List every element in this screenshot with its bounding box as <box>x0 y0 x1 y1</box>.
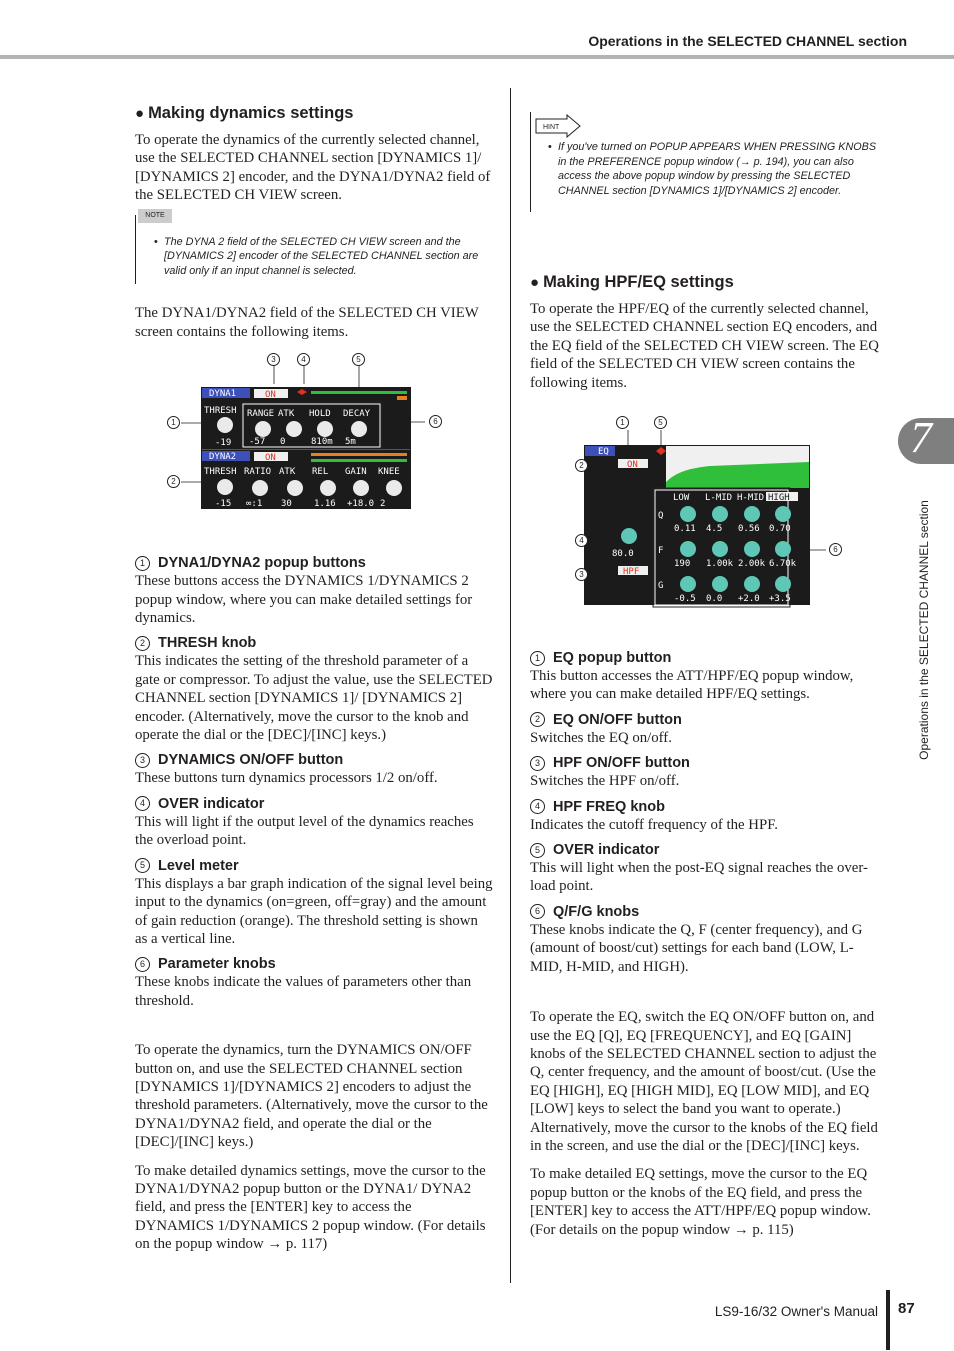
thresh2-value: -15 <box>215 499 232 510</box>
eq-knob-value: 2.00k <box>738 559 766 570</box>
heading-eq-text: Making HPF/EQ settings <box>543 273 734 291</box>
eq-figure-svg <box>530 410 885 628</box>
bullet-icon: ● <box>530 274 540 291</box>
note-tag: NOTE <box>138 209 172 223</box>
eq-on-label: ON <box>627 460 638 471</box>
eq-knob-value: 0.0 <box>706 594 723 605</box>
item-body: This button accesses the ATT/HPF/EQ popup window, where you can make detailed HPF/EQ settings. <box>530 668 854 703</box>
dyna2-param-knob <box>386 480 402 496</box>
item-body: This will light when the post-EQ signal reaches the over- load point. <box>530 860 868 895</box>
note-box <box>135 211 493 285</box>
callout-5: 5 <box>352 353 365 366</box>
eq-row-label: Q <box>658 511 664 522</box>
dyna2-on-label: ON <box>265 453 276 464</box>
dynamics-item-list <box>135 555 493 1010</box>
eq-knob-value: 4.5 <box>706 524 723 535</box>
dyna1-param-knob <box>286 421 302 437</box>
dyna1-param-label: ATK <box>278 409 295 420</box>
item-title <box>135 555 493 571</box>
eq-knob <box>712 576 728 592</box>
eq-operate-para: To operate the EQ, switch the EQ ON/OFF button on, and use the EQ [Q], EQ [FREQUENCY], and EQ [GAIN] knobs of the SELECTED CHANNEL section to adjust the Q, center frequency, and the amount of boost/cut. (Use the EQ [HIGH], EQ [HIGH MID], EQ [LOW MID], and EQ [LOW] keys to select the band you want to operate.) Alternatively, move the cursor to the knobs of the EQ field in the screen, and use the dial or the [DEC]/[INC] keys. <box>530 1009 878 1154</box>
page-number-bar <box>886 1290 890 1350</box>
hpf-freq-value: 80.0 <box>612 549 634 560</box>
dyna2-param-knob <box>287 480 303 496</box>
left-column <box>135 104 493 1254</box>
item-title-text: Parameter knobs <box>158 956 276 973</box>
footer-manual-title: LS9-16/32 Owner's Manual <box>714 1304 878 1319</box>
dyna2-label: DYNA2 <box>209 452 237 463</box>
dyna2-param-value: ∞:1 <box>246 499 263 510</box>
hint-tag: HINT <box>543 124 560 131</box>
dyna2-param-knob <box>353 480 369 496</box>
heading-eq <box>530 273 885 292</box>
eq-row-label: F <box>658 546 664 557</box>
item-body: Switches the HPF on/off. <box>530 773 680 790</box>
eq-detail-para: To make detailed EQ settings, move the cursor to the EQ popup button or the knobs of the EQ field, and press the [ENTER] key to access the ATT/HPF/EQ popup window. (For details on the popup window → p. 115) <box>530 1166 871 1238</box>
item-body: These buttons access the DYNAMICS 1/DYNAMICS 2 popup window, where you can make detailed settings for dynamics. <box>135 573 473 627</box>
eq-intro: To operate the HPF/EQ of the currently selected channel, use the SELECTED CHANNEL section EQ encoders, and the EQ field of the SELECTED CH VIEW screen. The EQ field of the SELECTED CH VIEW screen contains the following items. <box>530 301 879 391</box>
eq-figure <box>530 410 885 628</box>
item-number: 4 <box>530 799 545 814</box>
heading-dynamics <box>135 104 493 123</box>
item-title-text: EQ popup button <box>553 650 672 667</box>
eq-knob-value: -0.5 <box>674 594 696 605</box>
item-title <box>530 712 885 728</box>
dyna2-param-value: 30 <box>281 499 292 510</box>
dyna2-param-label: KNEE <box>378 467 400 478</box>
thresh1-value: -19 <box>215 438 232 449</box>
dyna1-param-value: 5m <box>345 437 356 448</box>
item-title-text: Level meter <box>158 857 239 874</box>
eq-item-list <box>530 650 885 976</box>
eq-band-label: LOW <box>673 493 690 504</box>
dyna2-param-label: GAIN <box>345 467 367 478</box>
eq-knob <box>712 506 728 522</box>
dynamics-figure <box>135 349 493 541</box>
dyna1-param-knob <box>351 421 367 437</box>
column-divider <box>510 88 511 1283</box>
hpf-on-label: HPF <box>623 567 640 578</box>
item-number: 2 <box>135 636 150 651</box>
dyna1-param-label: HOLD <box>309 409 331 420</box>
eq-knob-value: +3.5 <box>769 594 791 605</box>
item-body: These buttons turn dynamics processors 1/2 on/off. <box>135 770 438 787</box>
item-body: This displays a bar graph indication of the signal level being input to the dynamics (on=green, off=gray) and the amount of gain reduction (orange). The threshold setting is shown as a vertical line. <box>135 875 493 947</box>
item-title <box>135 858 493 874</box>
item-body: This will light if the output level of the dynamics reaches the overload point. <box>135 813 474 849</box>
item-title <box>135 796 493 812</box>
chapter-number: 7 <box>910 413 932 462</box>
eq-knob <box>775 541 791 557</box>
eq-knob <box>775 506 791 522</box>
eq-knob-value: 190 <box>674 559 691 570</box>
eq-callout-5: 5 <box>654 416 667 429</box>
eq-band-label: H-MID <box>737 493 765 504</box>
dyna2-param-label: REL <box>312 467 329 478</box>
dyna1-param-label: DECAY <box>343 409 371 420</box>
item-title <box>135 635 493 651</box>
eq-callout-2: 2 <box>575 459 588 472</box>
dyna2-param-label: ATK <box>279 467 296 478</box>
item-number: 5 <box>530 843 545 858</box>
item-title <box>530 799 885 815</box>
thresh1-label: THRESH <box>204 406 237 417</box>
dynamics-operate-para: To operate the dynamics, turn the DYNAMICS ON/OFF button on, and use the SELECTED CHANNEL section [DYNAMICS 1]/[DYNAMICS 2] encoders to adjust the threshold parameters. (Alternatively, move the cursor to the DYNA1/DYNA2 field, and operate the dial or the [DEC]/[INC] keys.) <box>135 1042 488 1151</box>
eq-band-label: L-MID <box>705 493 733 504</box>
eq-callout-1: 1 <box>616 416 629 429</box>
item-number: 5 <box>135 858 150 873</box>
eq-row-label: G <box>658 581 664 592</box>
item-body: Indicates the cutoff frequency of the HPF. <box>530 816 778 833</box>
item-title-text: THRESH knob <box>158 635 257 652</box>
hint-box <box>530 112 885 212</box>
dyna1-param-value: 0 <box>280 437 286 448</box>
callout-4: 4 <box>297 353 310 366</box>
item-title-text: OVER indicator <box>553 842 660 859</box>
item-number: 3 <box>530 756 545 771</box>
eq-knob-value: 0.70 <box>769 524 791 535</box>
eq-knob-value: 1.00k <box>706 559 734 570</box>
callout-3: 3 <box>267 353 280 366</box>
item-title-text: EQ ON/OFF button <box>553 711 682 728</box>
item-number: 1 <box>135 556 150 571</box>
eq-callout-3: 3 <box>575 568 588 581</box>
eq-knob <box>712 541 728 557</box>
item-body: These knobs indicate the values of parameters other than threshold. <box>135 974 472 1009</box>
item-title-text: HPF ON/OFF button <box>553 755 690 772</box>
item-number: 6 <box>530 904 545 919</box>
dyna2-param-label: RATIO <box>244 467 272 478</box>
callout-2: 2 <box>167 475 180 488</box>
item-title <box>530 842 885 858</box>
dyna2-param-value: 1.16 <box>314 499 336 510</box>
item-title-text: HPF FREQ knob <box>553 798 665 815</box>
item-title-text: OVER indicator <box>158 795 265 812</box>
thresh2-label: THRESH <box>204 467 237 478</box>
callout-6: 6 <box>429 415 442 428</box>
eq-knob <box>744 506 760 522</box>
dyna1-param-value: -57 <box>249 437 266 448</box>
item-number: 4 <box>135 796 150 811</box>
dyna1-label: DYNA1 <box>209 389 237 400</box>
dyna1-param-knob <box>317 421 333 437</box>
item-number: 3 <box>135 753 150 768</box>
item-number: 1 <box>530 651 545 666</box>
dyna2-param-knob <box>252 480 268 496</box>
item-title <box>530 650 885 666</box>
note-text: • The DYNA 2 field of the SELECTED CH VIEW screen and the [DYNAMICS 2] encoder of the SELECTED CHANNEL section are valid only if an input channel is selected. <box>156 235 493 279</box>
side-section-label: Operations in the SELECTED CHANNEL section <box>917 500 931 760</box>
eq-callout-4: 4 <box>575 534 588 547</box>
item-title <box>530 904 885 920</box>
item-title-text: DYNA1/DYNA2 popup buttons <box>158 555 366 572</box>
page-number: 87 <box>898 1300 915 1317</box>
dyna-field-intro: The DYNA1/DYNA2 field of the SELECTED CH VIEW screen contains the following items. <box>135 305 479 340</box>
eq-band-label: HIGH <box>768 493 790 504</box>
eq-knob <box>775 576 791 592</box>
item-title <box>135 752 493 768</box>
eq-callout-6: 6 <box>829 543 842 556</box>
item-title-text: Q/F/G knobs <box>553 903 640 920</box>
dynamics-figure-svg <box>135 349 493 541</box>
heading-dynamics-text: Making dynamics settings <box>148 104 354 122</box>
running-header: Operations in the SELECTED CHANNEL section <box>588 33 907 49</box>
dynamics-detail-para: To make detailed dynamics settings, move the cursor to the DYNA1/DYNA2 popup button or the DYNA1/ DYNA2 field, and press the [ENTER] key to access the DYNAMICS 1/DYNAMICS 2 popup window. (For details on the popup window → p. 117) <box>135 1162 486 1253</box>
dyna1-param-knob <box>255 421 271 437</box>
eq-knob <box>680 506 696 522</box>
item-body: These knobs indicate the Q, F (center frequency), and G (amount of boost/cut) settings for each band (LOW, L- MID, H-MID, and HIGH). <box>530 921 863 975</box>
eq-knob-value: 0.11 <box>674 524 696 535</box>
callout-1: 1 <box>167 416 180 429</box>
right-column <box>530 112 885 1239</box>
bullet-icon: ● <box>135 105 145 122</box>
item-title <box>135 956 493 972</box>
dyna1-on-label: ON <box>265 390 276 401</box>
item-title <box>530 755 885 771</box>
dyna2-param-value: +18.0 <box>347 499 375 510</box>
dyna2-param-value: 2 <box>380 499 386 510</box>
eq-knob-value: 6.70k <box>769 559 797 570</box>
eq-knob <box>744 576 760 592</box>
header-rule <box>0 55 954 59</box>
eq-knob <box>680 541 696 557</box>
dyna1-param-label: RANGE <box>247 409 275 420</box>
item-body: This indicates the setting of the threshold parameter of a gate or compressor. To adjust the value, use the SELECTED CHANNEL section [DYNAMICS 1]/ [DYNAMICS 2] encoder. (Alternatively, move the cursor to the knob and operate the dial or the [DEC]/[INC] keys.) <box>135 653 493 744</box>
item-number: 2 <box>530 712 545 727</box>
eq-knob <box>680 576 696 592</box>
item-title-text: DYNAMICS ON/OFF button <box>158 752 344 769</box>
dyna2-param-knob <box>320 480 336 496</box>
hint-text-wrap: • If you've turned on POPUP APPEARS WHEN PRESSING KNOBS in the PREFERENCE popup window (→ p. 194), you can also access the above popup window by pressing the SELECTED CHANNEL section [DYNAMICS 1]/[DYNAMICS 2] encoder. <box>548 141 877 197</box>
item-body: Switches the EQ on/off. <box>530 729 672 746</box>
eq-knob-value: +2.0 <box>738 594 760 605</box>
eq-popup-label: EQ <box>598 447 609 458</box>
dyna1-param-value: 810m <box>311 437 333 448</box>
item-number: 6 <box>135 957 150 972</box>
hint-text: If you've turned on POPUP APPEARS WHEN PRESSING KNOBS in the PREFERENCE popup window (→ p. 194), you can also access the above popup window by pressing the SELECTED CHANNEL section [DYNAMICS 1]/[DYNAMICS 2] encoder. <box>558 141 877 197</box>
eq-knob <box>744 541 760 557</box>
eq-knob-value: 0.56 <box>738 524 760 535</box>
dynamics-intro: To operate the dynamics of the currently selected channel, use the SELECTED CHANNEL section [DYNAMICS 1]/ [DYNAMICS 2] encoder, and the DYNA1/DYNA2 field of the SELECTED CH VIEW screen. <box>135 132 491 204</box>
